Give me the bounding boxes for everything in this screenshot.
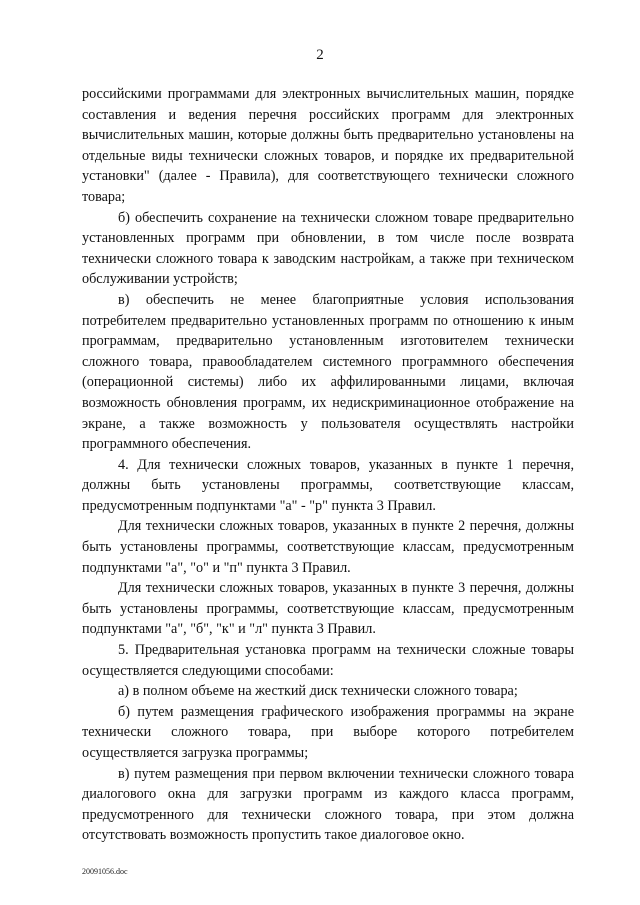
document-body [82,84,574,846]
paragraph-item-5: 5. Предварительная установка программ на технически сложные товары осуществляется следующими способами: [82,642,574,679]
paragraph-item-4-group-3: Для технически сложных товаров, указанных в пункте 3 перечня, должны быть установлены программы, соответствующие классам, предусмотренным подпунктами "а", "б", "к" и "л" пункта 3 Правил. [82,580,574,638]
paragraph-subitem-v: в) обеспечить не менее благоприятные условия использования потребителем предварительно установленных программ по отношению к иным программам, предварительно установленным изготовителем технически сложного товара, правообладателем системного программного обеспечения (операционной системы) либо их аффилированными лицами, включая возможность обновления программ, их недискриминационное отображение на экране, а также возможность у пользователя осуществлять настройки программного обеспечения. [82,291,574,453]
paragraph-item-5-b: б) путем размещения графического изображения программы на экране технически сложного товара, при выборе которого потребителем осуществляется загрузка программы; [82,703,574,761]
paragraph-subitem-b: б) обеспечить сохранение на технически сложном товаре предварительно установленных программ при обновлении, в том числе после возврата технически сложного товара к заводским настройкам, а также при техническом обслуживании устройств; [82,209,574,288]
paragraph-item-4: 4. Для технически сложных товаров, указанных в пункте 1 перечня, должны быть установлены программы, соответствующие классам, предусмотренным подпунктами "а" - "р" пункта 3 Правил. [82,456,574,514]
paragraph-item-5-a: а) в полном объеме на жесткий диск технически сложного товара; [118,683,518,700]
footer-filename: 20091056.doc [82,867,128,876]
page-number: 2 [316,47,324,63]
paragraph-continuation: российскими программами для электронных вычислительных машин, порядке составления и ведения перечня российских программ для электронных вычислительных машин, которые должны быть предварительно установлены на отдельные виды технически сложных товаров, и порядке их предварительной установки" (далее - Правила), для соответствующего технически сложного товара; [82,86,574,205]
paragraph-item-5-v: в) путем размещения при первом включении технически сложного товара диалогового окна для загрузки программ из каждого класса программ, предусмотренного для технически сложного товара, при этом должна отсутствовать возможность пропустить такое диалоговое окно. [82,765,574,844]
paragraph-item-4-group-2: Для технически сложных товаров, указанных в пункте 2 перечня, должны быть установлены программы, соответствующие классам, предусмотренным подпунктами "а", "о" и "п" пункта 3 Правил. [82,518,574,576]
